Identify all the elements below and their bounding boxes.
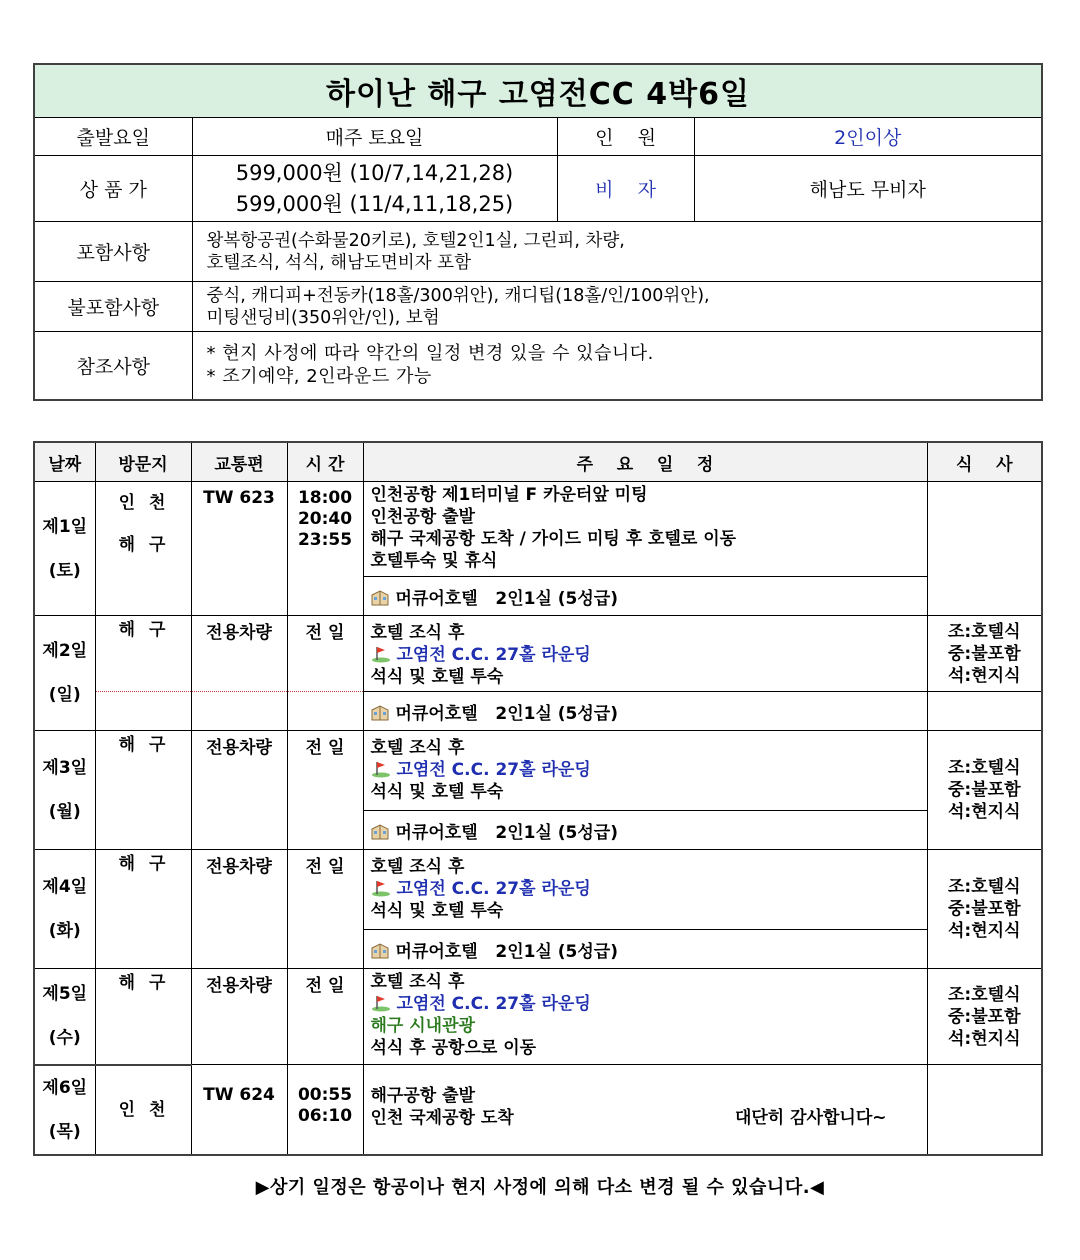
day1-act-2: 인천공항 출발 bbox=[370, 507, 475, 527]
day5-meal-2: 중:불포함 bbox=[948, 1006, 1021, 1027]
day3-dow: (월) bbox=[48, 802, 81, 822]
day2-hotel-text: 머큐어호텔 2인1실 (5성급) bbox=[395, 703, 618, 724]
day4-meal-1: 조:호텔식 bbox=[948, 877, 1021, 897]
day4-activities bbox=[363, 850, 927, 930]
day4-time: 전 일 bbox=[287, 850, 363, 969]
day3-transport: 전용차량 bbox=[191, 731, 287, 850]
day2-date bbox=[34, 616, 95, 731]
day6-dow: (목) bbox=[48, 1121, 81, 1142]
day5-transport: 전용차량 bbox=[191, 969, 287, 1065]
day4-transport: 전용차량 bbox=[191, 850, 287, 969]
included-line-2: 호텔조식, 석식, 해남도면비자 포함 bbox=[206, 252, 471, 273]
day6-act-1: 해구공항 출발 bbox=[370, 1086, 475, 1106]
day3-act-1: 호텔 조식 후 bbox=[370, 738, 465, 758]
day6-date bbox=[34, 1065, 95, 1155]
day1-time-1: 18:00 bbox=[297, 488, 353, 508]
day6-transport: TW 624 bbox=[191, 1065, 287, 1155]
day1-place-1: 인천 bbox=[118, 493, 180, 513]
day4-date bbox=[34, 850, 95, 969]
day2-hotel-row bbox=[34, 692, 1042, 731]
day4-dow: (화) bbox=[48, 921, 81, 941]
day4-golf bbox=[371, 878, 927, 900]
day5-label: 제5일 bbox=[42, 984, 88, 1005]
header-transport: 교통편 bbox=[191, 442, 287, 482]
day5-act-4: 석식 후 공항으로 이동 bbox=[370, 1038, 537, 1058]
included-line-1: 왕복항공권(수화물20키로), 호텔2인1실, 그린피, 차량, bbox=[206, 230, 625, 251]
day2-golf bbox=[371, 644, 927, 666]
itinerary-header-row bbox=[34, 442, 1042, 482]
day3-date bbox=[34, 731, 95, 850]
day1-place bbox=[95, 482, 191, 616]
day5-row bbox=[34, 969, 1042, 1065]
header-date: 날짜 bbox=[34, 442, 95, 482]
thanks-text: 대단히 감사합니다~ bbox=[734, 1108, 887, 1128]
itinerary-table bbox=[33, 441, 1043, 1156]
day2-row bbox=[34, 616, 1042, 692]
day5-act-1: 호텔 조식 후 bbox=[370, 972, 465, 992]
day2-meal-3: 석:현지식 bbox=[948, 665, 1021, 686]
day1-act-1: 인천공항 제1터미널 F 카운터앞 미팅 bbox=[370, 485, 648, 505]
day1-date bbox=[34, 482, 95, 616]
hotel-icon bbox=[370, 589, 390, 607]
day3-golf bbox=[371, 759, 927, 781]
day1-transport: TW 623 bbox=[191, 482, 287, 616]
day1-act-3: 해구 국제공항 도착 / 가이드 미팅 후 호텔로 이동 bbox=[370, 529, 737, 549]
day2-label: 제2일 bbox=[42, 641, 88, 661]
day2-meal-2: 중:불포함 bbox=[948, 643, 1021, 664]
day1-time-2: 20:40 bbox=[297, 509, 353, 529]
day5-meal bbox=[927, 969, 1042, 1065]
notes-text bbox=[192, 332, 1042, 400]
notes-label: 참조사항 bbox=[34, 332, 192, 400]
day2-golf-text: 고염전 C.C. 27홀 라운딩 bbox=[396, 645, 591, 665]
day5-golf bbox=[371, 993, 927, 1015]
day5-golf-text: 고염전 C.C. 27홀 라운딩 bbox=[396, 994, 591, 1014]
day4-place: 해구 bbox=[95, 850, 191, 969]
day5-meal-1: 조:호텔식 bbox=[948, 984, 1021, 1005]
day5-meal-3: 석:현지식 bbox=[948, 1028, 1021, 1049]
day6-act-2-line bbox=[371, 1107, 927, 1129]
day6-time-1: 00:55 bbox=[297, 1085, 353, 1105]
hotel-icon bbox=[370, 942, 390, 960]
excluded-line-1: 중식, 캐디피+전동카(18홀/300위안), 캐디팁(18홀/인/100위안), bbox=[206, 285, 710, 306]
golf-flag-icon bbox=[371, 879, 391, 897]
day6-place: 인천 bbox=[95, 1065, 191, 1155]
included-text bbox=[192, 222, 1042, 282]
day2-meal-1: 조:호텔식 bbox=[948, 621, 1021, 642]
header-schedule: 주 요 일 정 bbox=[363, 442, 927, 482]
day4-meal bbox=[927, 850, 1042, 969]
header-meal: 식 사 bbox=[927, 442, 1042, 482]
day5-dow: (수) bbox=[48, 1028, 81, 1049]
day3-hotel-text: 머큐어호텔 2인1실 (5성급) bbox=[395, 822, 618, 843]
day5-tour: 해구 시내관광 bbox=[370, 1016, 475, 1036]
day2-hotel bbox=[363, 692, 927, 731]
people-label: 인 원 bbox=[557, 118, 694, 156]
day3-place: 해구 bbox=[95, 731, 191, 850]
hotel-icon bbox=[370, 823, 390, 841]
day2-meal bbox=[927, 616, 1042, 692]
day4-hotel-text: 머큐어호텔 2인1실 (5성급) bbox=[395, 941, 618, 962]
tour-info-table bbox=[33, 63, 1043, 401]
day4-row bbox=[34, 850, 1042, 930]
day1-times bbox=[287, 482, 363, 616]
notes-line-1: * 현지 사정에 따라 약간의 일정 변경 있을 수 있습니다. bbox=[206, 343, 654, 365]
day3-golf-text: 고염전 C.C. 27홀 라운딩 bbox=[396, 760, 591, 780]
day1-hotel bbox=[363, 577, 927, 616]
people-value: 2인이상 bbox=[694, 118, 1042, 156]
price-line-2: 599,000원 (11/4,11,18,25) bbox=[235, 191, 514, 216]
day4-golf-text: 고염전 C.C. 27홀 라운딩 bbox=[396, 879, 591, 899]
day3-act-3: 석식 및 호텔 투숙 bbox=[370, 782, 504, 802]
page-title: 하이난 해구 고염전CC 4박6일 bbox=[34, 64, 1042, 118]
day1-hotel-text: 머큐어호텔 2인1실 (5성급) bbox=[395, 588, 618, 609]
day1-time-3: 23:55 bbox=[297, 530, 353, 550]
notes-line-2: * 조기예약, 2인라운드 가능 bbox=[206, 366, 432, 388]
day2-act-1: 호텔 조식 후 bbox=[370, 623, 465, 643]
price-line-1: 599,000원 (10/7,14,21,28) bbox=[235, 160, 514, 185]
day3-meal-1: 조:호텔식 bbox=[948, 758, 1021, 778]
day3-meal bbox=[927, 731, 1042, 850]
day3-row bbox=[34, 731, 1042, 811]
visa-label: 비 자 bbox=[557, 156, 694, 222]
day3-hotel bbox=[363, 811, 927, 850]
day2-transport: 전용차량 bbox=[191, 616, 287, 692]
day1-act-4: 호텔투숙 및 휴식 bbox=[370, 551, 498, 571]
day1-row bbox=[34, 482, 1042, 577]
day6-meal bbox=[927, 1065, 1042, 1155]
day5-place: 해구 bbox=[95, 969, 191, 1065]
departure-value: 매주 토요일 bbox=[192, 118, 557, 156]
day1-place-2: 해구 bbox=[118, 535, 180, 555]
day2-dow: (일) bbox=[48, 685, 81, 705]
included-label: 포함사항 bbox=[34, 222, 192, 282]
excluded-text bbox=[192, 282, 1042, 332]
excluded-label: 불포함사항 bbox=[34, 282, 192, 332]
departure-label: 출발요일 bbox=[34, 118, 192, 156]
day4-hotel bbox=[363, 930, 927, 969]
day4-label: 제4일 bbox=[42, 877, 88, 897]
day1-dow: (토) bbox=[48, 560, 81, 581]
day4-act-3: 석식 및 호텔 투숙 bbox=[370, 901, 504, 921]
golf-flag-icon bbox=[371, 994, 391, 1012]
day3-meal-2: 중:불포함 bbox=[948, 780, 1021, 800]
day6-time-2: 06:10 bbox=[297, 1106, 353, 1126]
day6-label: 제6일 bbox=[42, 1077, 88, 1098]
price-cell bbox=[192, 156, 557, 222]
price-label: 상 품 가 bbox=[34, 156, 192, 222]
golf-flag-icon bbox=[371, 760, 391, 778]
day2-time: 전 일 bbox=[287, 616, 363, 692]
day2-activities bbox=[363, 616, 927, 692]
header-time: 시 간 bbox=[287, 442, 363, 482]
day2-act-3: 석식 및 호텔 투숙 bbox=[370, 667, 504, 687]
day2-place: 해구 bbox=[95, 616, 191, 692]
day1-label: 제1일 bbox=[42, 516, 88, 537]
day5-activities bbox=[363, 969, 927, 1065]
day1-meal bbox=[927, 482, 1042, 616]
day1-activities bbox=[363, 482, 927, 577]
excluded-line-2: 미팅샌딩비(350위안/인), 보험 bbox=[206, 307, 440, 328]
header-place: 방문지 bbox=[95, 442, 191, 482]
day6-activities bbox=[363, 1065, 927, 1155]
day4-meal-2: 중:불포함 bbox=[948, 899, 1021, 919]
footer-notice: ▶상기 일정은 항공이나 현지 사정에 의해 다소 변경 될 수 있습니다.◀ bbox=[255, 1177, 825, 1198]
day3-activities bbox=[363, 731, 927, 811]
visa-value: 해남도 무비자 bbox=[694, 156, 1042, 222]
day4-meal-3: 석:현지식 bbox=[948, 921, 1021, 941]
day6-act-2: 인천 국제공항 도착 bbox=[370, 1108, 514, 1128]
day3-label: 제3일 bbox=[42, 758, 88, 778]
day3-time: 전 일 bbox=[287, 731, 363, 850]
golf-flag-icon bbox=[371, 645, 391, 663]
day5-date bbox=[34, 969, 95, 1065]
day6-row bbox=[34, 1065, 1042, 1155]
day3-meal-3: 석:현지식 bbox=[948, 802, 1021, 822]
day6-times bbox=[287, 1065, 363, 1155]
day4-act-1: 호텔 조식 후 bbox=[370, 857, 465, 877]
day5-time: 전 일 bbox=[287, 969, 363, 1065]
hotel-icon bbox=[370, 704, 390, 722]
